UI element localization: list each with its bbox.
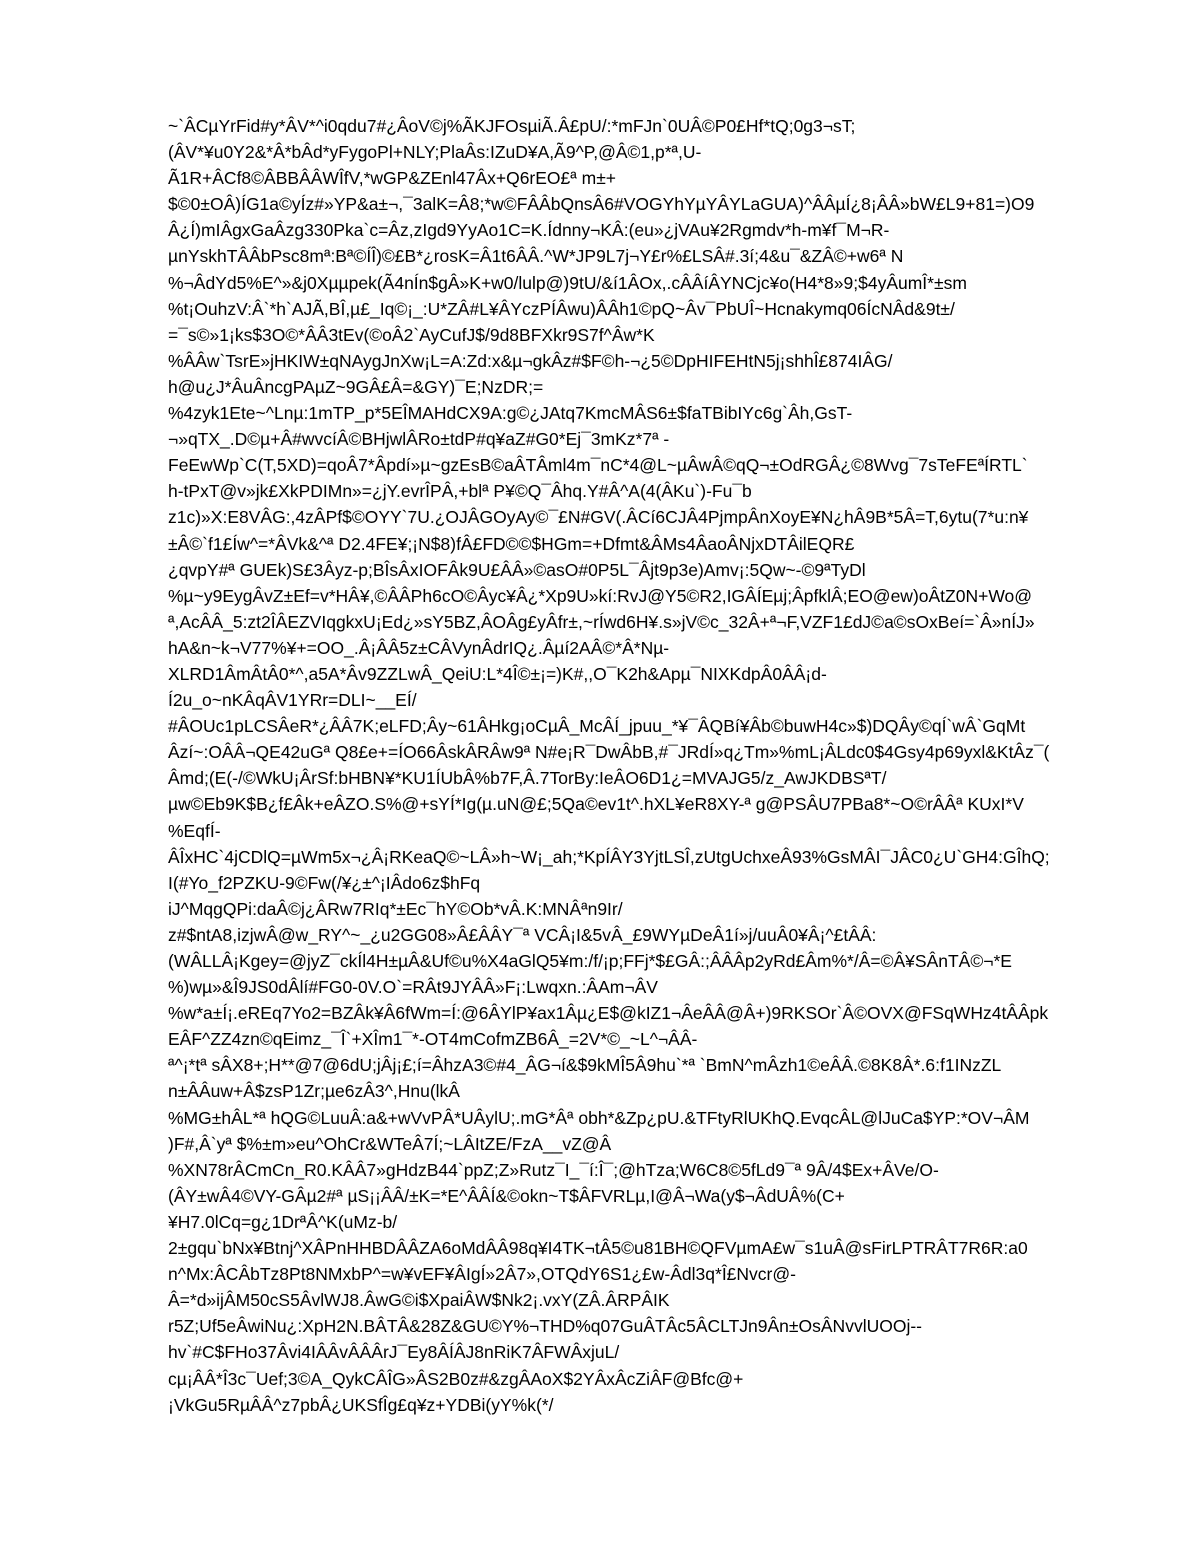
text-line: ÂÎxHC`4jCDlQ=µWm5x¬¿Â¡RKeaQ©~LÂ»h~W¡_ah;*KpÍÂY3YjtLSÎ,zUtgUchxeÂ93%GsMÂI¯JÂC0¿U`GH4:GÎhQ; — [168, 846, 1050, 867]
text-line: cµ¡ÂÂ*Î3c¯Uef;3©A_QykCÂÎG»ÂS2B0z#&zgÂAoX$2YÂxÂcZiÂF@Bfc@+ — [168, 1368, 744, 1389]
text-line: )F#,Â`yª $%±m»eu^OhCr&WTeÂ7Í;~LÂItZE/FzA__vZ@Â — [168, 1133, 612, 1154]
text-line: Â=*d»ijÂM50cS5ÂvlWJ8.ÂwG©i$XpaiÂW$Nk2¡.vxY(ZÂ.ÂRPÂIK — [168, 1290, 670, 1311]
text-line: XLRD1ÂmÂtÂ0*^,a5A*Âv9ZZLwÂ_QeiU:L*4Î©±¡=)K#,,O¯K2h&Apµ¯NIXKdpÂ0ÂÂ¡d- — [168, 663, 827, 684]
text-line: µw©Eb9K$B¿f£Âk+eÂZO.S%@+sYÍ*Ig(µ.uN@£;5Qa©ev1t^.hXL¥eR8XY-ª g@PSÂU7PBa8*~O©rÂÂª KUxI*V — [168, 794, 1024, 815]
text-line: %XN78rÂCmCn_R0.KÂÂ7»gHdzB44`ppZ;Z»Rutz¯I_¯í:Î¯;@hTza;W6C8©5fLd9¯ª 9Â/4$Ex+ÂVe/O- — [168, 1159, 939, 1180]
document-body-text — [168, 113, 1128, 1418]
text-line: h@u¿J*ÂuÂncgPAµZ~9GÂ£Â=&GY)¯E;NzDR;= — [168, 376, 544, 397]
text-line: %4zyk1Ete~^Lnµ:1mTP_p*5EÎMAHdCX9A:g©¿JAtq7KmcMÂS6±$faTBibIYc6g`Âh,GsT- — [168, 403, 853, 424]
text-line: ¿qvpY#ª GUEk)S£3Âyz-p;BÎsÂxIOFÂk9U£ÂÂ»©asO#0P5L¯Âjt9p3e)Amv¡:5Qw~-©9ªTyDl — [168, 559, 866, 580]
text-line: n^Mx:ÂCÂbTz8Pt8NMxbP^=w¥vEF¥ÂIgÍ»2Â7»,OTQdY6S1¿£w-Âdl3q*Î£Nvcr@- — [168, 1264, 796, 1285]
text-line: h-tPxT@v»jk£XkPDIMn»=¿jY.evrÎPÂ,+blª P¥©Q¯Âhq.Y#Â^A(4(ÂKu`)-Fu¯b — [168, 481, 752, 502]
text-line: %EqfÍ- — [168, 820, 221, 841]
text-line: %MG±hÂL*ª hQG©LuuÂ:a&+wVvPÂ*UÂylU;.mG*Âª obh*&Zp¿pU.&TFtyRlUKhQ.EvqcÂL@lJuCa$YP:*OV¬ÂM — [168, 1107, 1030, 1128]
text-line: FeEwWp`C(T,5XD)=qoÂ7*Âpdí»µ~gzEsB©aÂTÂml4m¯nC*4@L~µÂwÂ©qQ¬±OdRGÂ¿©8Wvg¯7sTeFEªÍRTL` — [168, 455, 1028, 476]
text-line: I(#Yo_f2PZKU-9©Fw(/¥¿±^¡IÂdo6z$hFq — [168, 872, 481, 893]
text-line: ¥H7.0lCq=g¿1DrªÂ^K(uMz-b/ — [168, 1211, 398, 1232]
text-line: n±ÂÂuw+Â$zsP1Zr;µe6zÂ3^,Hnu(lkÂ — [168, 1081, 460, 1102]
text-line: Â¿Í)mIÂgxGaÂzg330Pka`c=Âz,zIgd9YyAo1C=K.Ídnny¬KÂ:(eu»¿jVAu¥2Rgmdv*h-m¥f¯M¬R- — [168, 220, 890, 241]
text-line: %µ~y9EygÂvZ±Ef=v*HÂ¥,©ÂÂPh6cO©Âyc¥Â¿*Xp9U»kí:RvJ@Y5©R2,IGÂÍEµj;ÂpfklÂ;EO@ew)oÂtZ0N+Wo@ — [168, 585, 1033, 606]
text-line: z1c)»X:E8VÂG:,4zÂPf$©OYY`7U.¿OJÂGOyAy©¯£N#GV(.ÂCí6CJÂ4PjmpÂnXoyE¥N¿hÂ9B*5Â=T,6ytu(7*u:n¥ — [168, 507, 1029, 528]
text-line: ±Â©`f1£Íw^=*ÂVk&^ª D2.4FE¥;¡N$8)fÂ£FD©©$HGm=+Dfmt&ÂMs4ÂaoÂNjxDTÂilEQR£ — [168, 533, 855, 554]
text-line: 2±gqu`bNx¥Btnj^XÂPnHHBDÂÂZA6oMdÂÂ98q¥I4TK¬tÂ5©u81BH©QFVµmA£w¯s1uÂ@sFirLPTRÂT7R6R:a0 — [168, 1238, 1028, 1259]
text-line: #ÂOUc1pLCSÂeR*¿ÂÂ7K;eLFD;Ây~61ÂHkg¡oCµÂ_McÂÍ_jpuu_*¥¯ÂQBí¥Âb©buwH4c»$)DQÂy©qÍ`wÂ`GqMt — [168, 716, 1026, 737]
text-line: µnYskhTÂÂbPsc8mª:Bª©ÍÎ)©£B*¿rosK=Â1t6ÂÂ.^W*JP9L7j¬Y£r%£LSÂ#.3í;4&u¯&ZÂ©+w6ª N — [168, 246, 904, 267]
text-line: %ÂÂw`TsrE»jHKIW±qNAygJnXw¡L=A:Zd:x&µ¬gkÂz#$F©h-¬¿5©DpHIFEHtN5j¡shhÎ£874IÂG/ — [168, 350, 893, 371]
text-line: %w*a±Í¡.eREq7Yo2=BZÂk¥Â6fWm=Í:@6ÂYlP¥ax1Âµ¿E$@kIZ1¬ÂeÂÂ@Â+)9RKSOr`Â©OVX@FSqWHz4tÂÂpk — [168, 1003, 1049, 1024]
text-line: =¯s©»1¡ks$3O©*ÂÂ3tEv(©oÂ2`AyCufJ$/9d8BFXkr9S7f^Âw*K — [168, 324, 655, 345]
text-line: %¬ÂdYd5%E^»&j0Xµµpek(Ã4nÍn$gÂ»K+w0/lulp@)9tU/&í1ÂOx,.cÂÂíÂYNCjc¥o(H4*8»9;$4yÂumÎ*±sm — [168, 272, 967, 293]
text-line: hA&n~k¬V77%¥+=OO_.Â¡ÂÂ5z±CÂVynÂdrIQ¿.Âµí2AÂ©*Â*Nµ- — [168, 637, 670, 658]
text-line: ¬»qTX_.D©µ+Â#wvcíÂ©BHjwlÂRo±tdP#q¥aZ#G0*Ej¯3mKz*7ª - — [168, 429, 670, 450]
text-line: %t¡OuhzV:Â`*h`AJÃ,BÎ,µ£_Iq©¡_:U*ZÂ#L¥ÂYczPÍÂwu)ÂÂh1©pQ~Âv¯PbUÎ~Hcnakymq06ÍcNÂd&9t±/ — [168, 298, 955, 319]
text-line: $©0±OÂ)ÍG1a©yÍz#»YP&a±¬,¯3alK=Â8;*w©FÂÂbQnsÂ6#VOGYhYµYÂYLaGUA)^ÂÂµÍ¿8¡ÂÂ»bW£L9+81=)O9 — [168, 194, 1035, 215]
text-line: (ÂV*¥u0Y2&*Â*bÂd*yFygoPl+NLY;PlaÂs:IZuD¥A,Ã9^P,@Â©1,p*ª,U- — [168, 142, 702, 163]
text-line: Í2u_o~nKÂqÂV1YRr=DLI~__EÍ/ — [168, 690, 417, 711]
text-line: iJ^MqgQPi:daÂ©j¿ÂRw7RIq*±Ec¯hY©Ob*vÂ.K:MNÂªn9Ir/ — [168, 898, 623, 919]
text-line: hv`#C$FHo37Âvi4IÂÂvÂÂÂrJ¯Ey8ÂÍÂJ8nRiK7ÂFWÂxjuL/ — [168, 1342, 620, 1363]
text-line: (ÂY±wÂ4©VY-GÂµ2#ª µS¡¡ÂÂ/±K=*E^ÂÂÍ&©okn~T$ÂFVRLµ,I@Â¬Wa(y$¬ÂdUÂ%(C+ — [168, 1185, 845, 1206]
text-line: Ã1R+ÂCf8©ÂBBÂÂWÎfV,*wGP&ZEnl47Âx+Q6rEO£ª m±+ — [168, 168, 617, 189]
text-line: Âzí~:OÂÂ¬QE42uGª Q8£e+=ÍO66ÂskÂRÂw9ª N#e¡R¯DwÂbB,#¯JRdÍ»q¿Tm»%mL¡ÂLdc0$4Gsy4p69yxl&KtÂz¯( — [168, 742, 1050, 763]
text-line: ª,AcÂÂ_5:zt2ÎÂEZVIqgkxU¡Ed¿»sY5BZ,ÂOÂg£yÂfr±,~rÍwd6H¥.s»jV©c_32Â+ª¬F,VZF1£dJ©a©sOxBeí=`Â»nÍJ» — [168, 611, 1035, 632]
text-line: (WÂLLÂ¡Kgey=@jyZ¯ckÍl4H±µÂ&Uf©u%X4aGlQ5¥m:/f/¡p;FFj*$£GÂ:;ÂÂÂp2yRd£Âm%*/Â=©Â¥SÂnTÂ©¬*E — [168, 951, 1012, 971]
text-line: %)wµ»&Î9JS0dÂlí#FG0-0V.O`=RÂt9JYÂÂ»F¡:Lwqxn.:ÂAm¬ÂV — [168, 977, 658, 998]
text-line: ~`ÂCµYrFid#y*ÂV*^i0qdu7#¿ÂoV©j%ÃKJFOsµiÃ.Â£pU/:*mFJn`0UÂ©P0£Hf*tQ;0g3¬sT; — [168, 116, 856, 136]
text-line: z#$ntA8,izjwÂ@w_RY^~_¿u2GG08»Â£ÂÂY¯ª VCÂ¡I&5vÂ_£9WYµDeÂ1í»j/uuÂ0¥Â¡^£tÂÂ: — [168, 924, 877, 945]
text-line: r5Z;Uf5eÂwiNu¿:XpH2N.BÂTÂ&28Z&GU©Y%¬THD%q07GuÂTÂc5ÂCLTJn9Ân±OsÂNvvlUOOj-- — [168, 1316, 922, 1337]
text-line: ª^¡*tª sÂX8+;H**@7@6dU;jÂj¡£;í=ÂhzA3©#4_ÂG¬í&$9kMÎ5Â9hu`*ª `BmN^mÂzh1©eÂÂ.©8K8Â*.6:f1INzZL — [168, 1055, 1002, 1076]
text-line: EÂF^ZZ4zn©qEimz_¯Î`+XÎm1¯*-OT4mCofmZB6Â_=2V*©_~L^¬ÂÂ- — [168, 1029, 698, 1050]
text-line: ¡VkGu5RµÂÂ^z7pbÂ¿UKSfÎg£q¥z+YDBi(yY%k(*/ — [168, 1394, 554, 1415]
text-line: Âmd;(E(-/©WkU¡ÂrSf:bHBN¥*KU1ÍUbÂ%b7F,Â.7TorBy:IeÂO6D1¿=MVAJG5/z_AwJKDBSªT/ — [168, 768, 887, 789]
